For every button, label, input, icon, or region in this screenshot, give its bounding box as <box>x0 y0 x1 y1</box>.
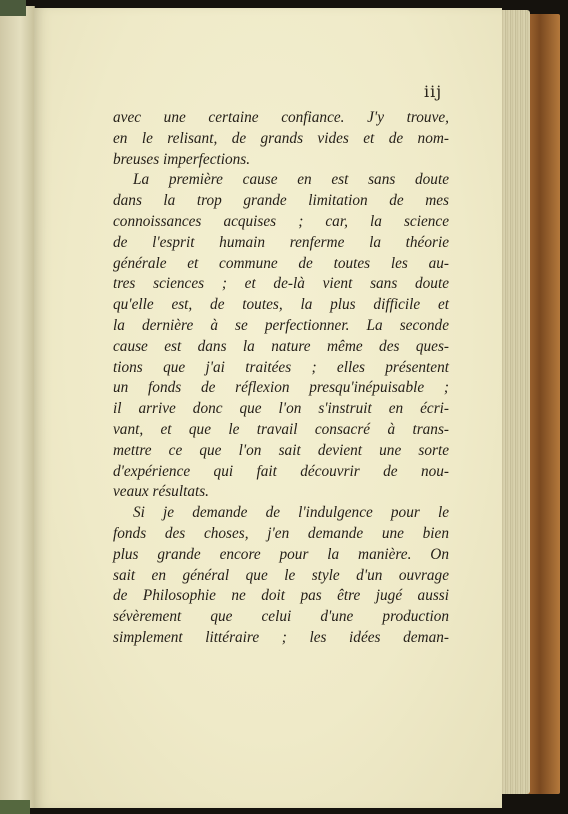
facing-page-edge <box>0 6 35 808</box>
page-number: iij <box>424 82 443 101</box>
text-line: sait en général que le style d'un ouvrage <box>113 566 449 584</box>
text-line: il arrive donc que l'on s'instruit en écri- <box>113 400 449 418</box>
text-line: plus grande encore pour la manière. On <box>113 545 449 563</box>
text-line: sévèrement que celui d'une production <box>113 608 449 626</box>
text-line: tres sciences ; et de-là vient sans doute <box>113 275 449 293</box>
text-line: dans la trop grande limitation de mes <box>113 192 449 210</box>
text-line: avec une certaine confiance. J'y trouve, <box>113 109 449 126</box>
book-page <box>34 8 502 808</box>
text-line: La première cause en est sans doute <box>133 171 449 189</box>
text-line: un fonds de réflexion presqu'inépuisable ; <box>113 379 449 397</box>
text-line: en le relisant, de grands vides et de nom- <box>113 129 449 147</box>
text-line: fonds des choses, j'en demande une bien <box>113 524 449 542</box>
text-line: de l'esprit humain renferme la théorie <box>113 233 449 251</box>
text-line: cause est dans la nature même des ques- <box>113 337 449 355</box>
binding-top <box>0 0 26 16</box>
page-text <box>113 108 449 649</box>
text-line: connoissances acquises ; car, la science <box>113 212 449 230</box>
text-line: breuses imperfections. <box>113 150 251 168</box>
text-line: la dernière à se perfectionner. La seconde <box>113 316 449 334</box>
text-line: qu'elle est, de toutes, la plus difficile et <box>113 296 449 314</box>
text-line: vant, et que le travail consacré à trans- <box>113 420 449 438</box>
text-line: tions que j'ai traitées ; elles présentent <box>113 358 449 376</box>
text-line: de Philosophie ne doit pas être jugé aussi <box>113 587 449 605</box>
text-line: générale et commune de toutes les au- <box>113 254 449 272</box>
binding-bottom <box>0 800 30 814</box>
text-line: Si je demande de l'indulgence pour le <box>133 504 449 522</box>
text-line: d'expérience qui fait découvrir de nou- <box>113 462 449 480</box>
text-line: mettre ce que l'on sait devient une sorte <box>113 441 449 459</box>
text-line: simplement littéraire ; les idées deman- <box>113 628 449 646</box>
text-line: veaux résultats. <box>113 483 210 501</box>
